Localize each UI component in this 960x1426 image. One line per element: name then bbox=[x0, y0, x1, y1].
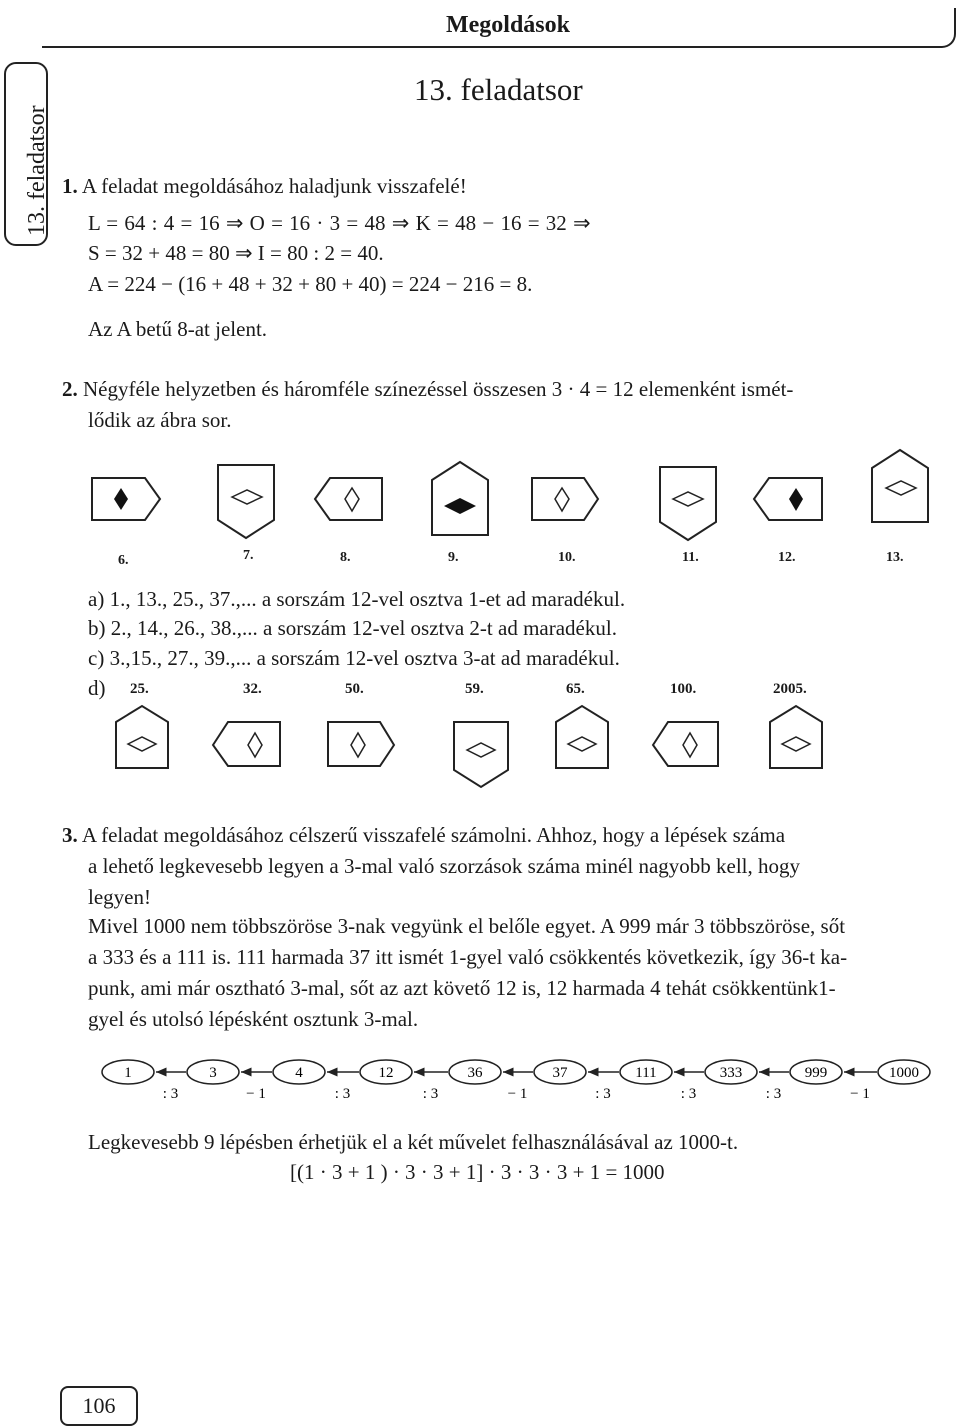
shape-label: 13. bbox=[886, 550, 904, 565]
shape-8 bbox=[315, 478, 382, 520]
section-title: 13. feladatsor bbox=[414, 72, 583, 107]
chain-node-value: 1000 bbox=[889, 1065, 919, 1081]
side-tab-label: 13. feladatsor bbox=[24, 105, 50, 236]
shape-label: 12. bbox=[778, 550, 796, 565]
d-shape-100 bbox=[653, 722, 718, 766]
task1-intro-line bbox=[62, 174, 467, 199]
d-shape-2005 bbox=[770, 706, 822, 768]
shape-sequence-figure bbox=[0, 440, 960, 580]
task2-text2: lődik az ábra sor. bbox=[88, 408, 232, 432]
d-shape-label: 100. bbox=[670, 681, 697, 697]
d-shape-59 bbox=[454, 722, 508, 787]
shape-13 bbox=[872, 450, 928, 522]
d-shape-label: 2005. bbox=[773, 681, 807, 697]
chain-node-value: 111 bbox=[635, 1065, 657, 1081]
shape-11 bbox=[660, 467, 716, 540]
chain-operation-label: : 3 bbox=[422, 1086, 439, 1102]
task1-intro: A feladat megoldásához haladjunk visszafelé! bbox=[81, 174, 467, 198]
d-shapes-figure bbox=[0, 700, 960, 800]
task1-conclusion: Az A betű 8-at jelent. bbox=[88, 317, 268, 341]
task3-p2-line3: punk, ami már osztható 3-mal, sőt az azt követő 12 is, 12 harmada 4 tehát csökkentünk1- bbox=[88, 976, 836, 1000]
task3-p1-line2: a lehető legkevesebb legyen a 3-mal való szorzások száma minél nagyobb kell, hogy bbox=[88, 854, 801, 878]
d-shape-label: 25. bbox=[130, 681, 149, 697]
shape-label: 6. bbox=[118, 553, 129, 568]
task2-answer-a: a) 1., 13., 25., 37.,... a sorszám 12-vel osztva 1-et ad maradékul. bbox=[88, 587, 626, 611]
chain-node-value: 1 bbox=[124, 1065, 132, 1081]
chain-operation-label: : 3 bbox=[595, 1086, 611, 1102]
shape-10 bbox=[532, 478, 598, 520]
chain-node-value: 3 bbox=[209, 1065, 217, 1081]
shape-label: 10. bbox=[558, 550, 576, 565]
task3-p2-line4: gyel és utolsó lépésként osztunk 3-mal. bbox=[88, 1007, 419, 1031]
shape-6 bbox=[92, 478, 160, 520]
d-shape-label: 65. bbox=[566, 681, 585, 697]
page-number: 106 bbox=[82, 1393, 116, 1418]
task1-line1: L = 64 : 4 = 16 ⇒ O = 16 · 3 = 48 ⇒ K = 48 − 16 = 32 ⇒ bbox=[88, 211, 591, 235]
d-shape-25 bbox=[116, 706, 168, 768]
d-shape-32 bbox=[213, 722, 280, 766]
task2-text1-line bbox=[62, 377, 793, 402]
task1-line2: S = 32 + 48 = 80 ⇒ I = 80 : 2 = 40. bbox=[88, 241, 384, 265]
chain-node-value: 4 bbox=[295, 1065, 303, 1081]
shape-label: 8. bbox=[340, 550, 351, 565]
chain-operation-label: − 1 bbox=[850, 1086, 870, 1102]
shape-label: 9. bbox=[448, 550, 459, 565]
task3-p2-line2: a 333 és a 111 is. 111 harmada 37 itt ismét 1-gyel való csökkentés következik, így 36-t ka- bbox=[88, 945, 848, 969]
chain-node-value: 999 bbox=[804, 1065, 828, 1081]
task3-formula: [(1 · 3 + 1 ) · 3 · 3 + 1] · 3 · 3 · 3 + 1 = 1000 bbox=[290, 1160, 665, 1184]
page-header: Megoldások bbox=[445, 12, 570, 38]
d-shape-label: 32. bbox=[243, 681, 262, 697]
chain-operation-label: − 1 bbox=[507, 1086, 528, 1102]
task1-line3: A = 224 − (16 + 48 + 32 + 80 + 40) = 224 − 216 = 8. bbox=[88, 272, 533, 296]
operation-chain-diagram bbox=[0, 1050, 960, 1120]
chain-node-value: 12 bbox=[378, 1065, 394, 1081]
chain-operation-label: : 3 bbox=[765, 1086, 782, 1102]
chain-operation-label: : 3 bbox=[680, 1086, 697, 1102]
task2-number: 2. bbox=[62, 377, 78, 401]
chain-node-value: 36 bbox=[467, 1065, 483, 1081]
chain-operation-label: : 3 bbox=[162, 1086, 179, 1102]
d-shape-label: 50. bbox=[345, 681, 364, 697]
chain-operation-label: : 3 bbox=[334, 1086, 351, 1102]
d-shape-50 bbox=[328, 722, 394, 766]
task3-conclusion: Legkevesebb 9 lépésben érhetjük el a két művelet felhasználásával az 1000-t. bbox=[88, 1130, 739, 1154]
task3-p1-line1 bbox=[62, 823, 785, 848]
task2-answer-d: d) bbox=[88, 676, 106, 700]
task2-answer-b: b) 2., 14., 26., 38.,... a sorszám 12-vel osztva 2-t ad maradékul. bbox=[88, 616, 617, 640]
chain-node-value: 37 bbox=[552, 1065, 568, 1081]
task3-p1-text: A feladat megoldásához célszerű visszafelé számolni. Ahhoz, hogy a lépések száma bbox=[81, 823, 786, 847]
chain-node-value: 333 bbox=[719, 1065, 743, 1081]
task2-answer-c: c) 3.,15., 27., 39.,... a sorszám 12-vel osztva 3-at ad maradékul. bbox=[88, 646, 620, 670]
d-shape-65 bbox=[556, 706, 608, 768]
shape-12 bbox=[754, 478, 822, 520]
task3-number: 3. bbox=[62, 823, 78, 847]
shape-label: 7. bbox=[243, 548, 254, 563]
task1-number: 1. bbox=[62, 174, 78, 198]
shape-9 bbox=[432, 462, 488, 535]
shape-7 bbox=[218, 465, 274, 538]
task3-p1-line3: legyen! bbox=[88, 885, 151, 909]
shape-label: 11. bbox=[682, 550, 699, 565]
d-shape-label: 59. bbox=[465, 681, 484, 697]
chain-operation-label: − 1 bbox=[246, 1086, 266, 1102]
task3-p2-line1: Mivel 1000 nem többszöröse 3-nak vegyünk el belőle egyet. A 999 már 3 többszöröse, sőt bbox=[88, 914, 846, 938]
task2-text1: Négyféle helyzetben és háromféle színezéssel összesen 3 · 4 = 12 elemenként ismét- bbox=[83, 377, 794, 401]
